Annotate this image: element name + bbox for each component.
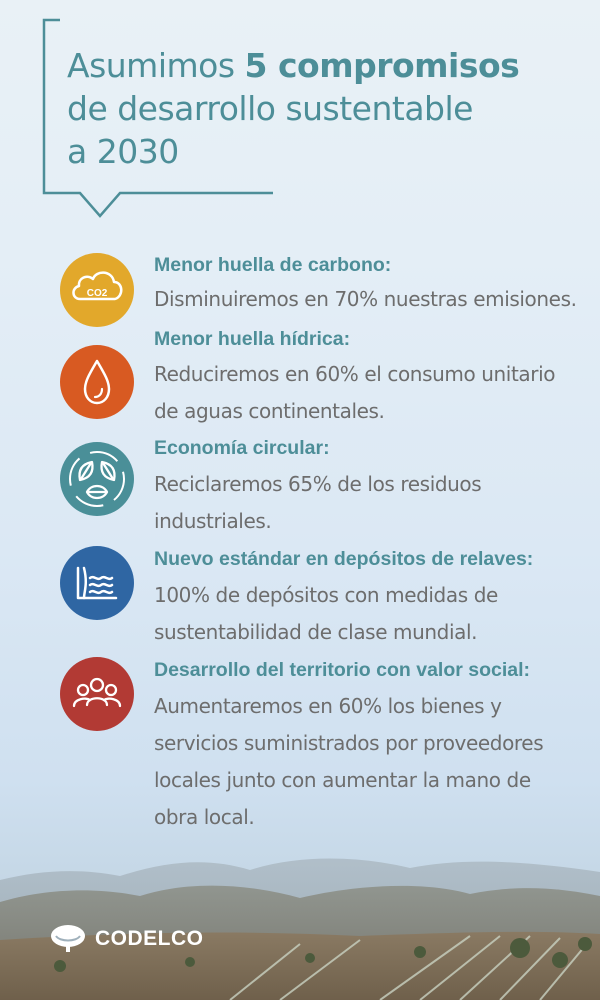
commitment-description (154, 466, 594, 540)
commitment-description (154, 577, 594, 651)
codelco-logo-icon (48, 922, 92, 954)
svg-text:CO2: CO2 (86, 288, 108, 299)
description-line: Disminuiremos en 70% nuestras emisiones. (154, 287, 577, 311)
description-line: 100% de depósitos con medidas de (154, 583, 498, 607)
tailings-dam-icon (60, 546, 134, 620)
co2-cloud-icon (60, 253, 134, 327)
description-line: servicios suministrados por proveedores (154, 731, 544, 755)
commitment-title: Desarrollo del territorio con valor social: (154, 659, 531, 681)
commitment-description (154, 281, 594, 318)
commitment-description (154, 356, 594, 430)
description-line: sustentabilidad de clase mundial. (154, 620, 478, 644)
people-group-icon (60, 657, 134, 731)
commitment-title: Menor huella hídrica: (154, 328, 351, 350)
description-line: Aumentaremos en 60% los bienes y (154, 694, 502, 718)
brand-name: CODELCO (95, 927, 204, 950)
page-title: Asumimos 5 compromisos de desarrollo sustentable a 2030 (67, 46, 520, 171)
description-line: Reduciremos en 60% el consumo unitario (154, 362, 556, 386)
commitment-title: Menor huella de carbono: (154, 254, 392, 276)
description-line: de aguas continentales. (154, 399, 385, 423)
commitment-title: Economía circular: (154, 437, 330, 459)
description-line: locales junto con aumentar la mano de (154, 768, 531, 792)
description-line: obra local. (154, 805, 255, 829)
commitment-description (154, 688, 594, 836)
recycle-leaves-icon (60, 442, 134, 516)
commitment-title: Nuevo estándar en depósitos de relaves: (154, 548, 534, 570)
water-drop-icon (60, 345, 134, 419)
description-line: Reciclaremos 65% de los residuos (154, 472, 482, 496)
landscape-image (0, 840, 600, 1000)
description-line: industriales. (154, 509, 272, 533)
